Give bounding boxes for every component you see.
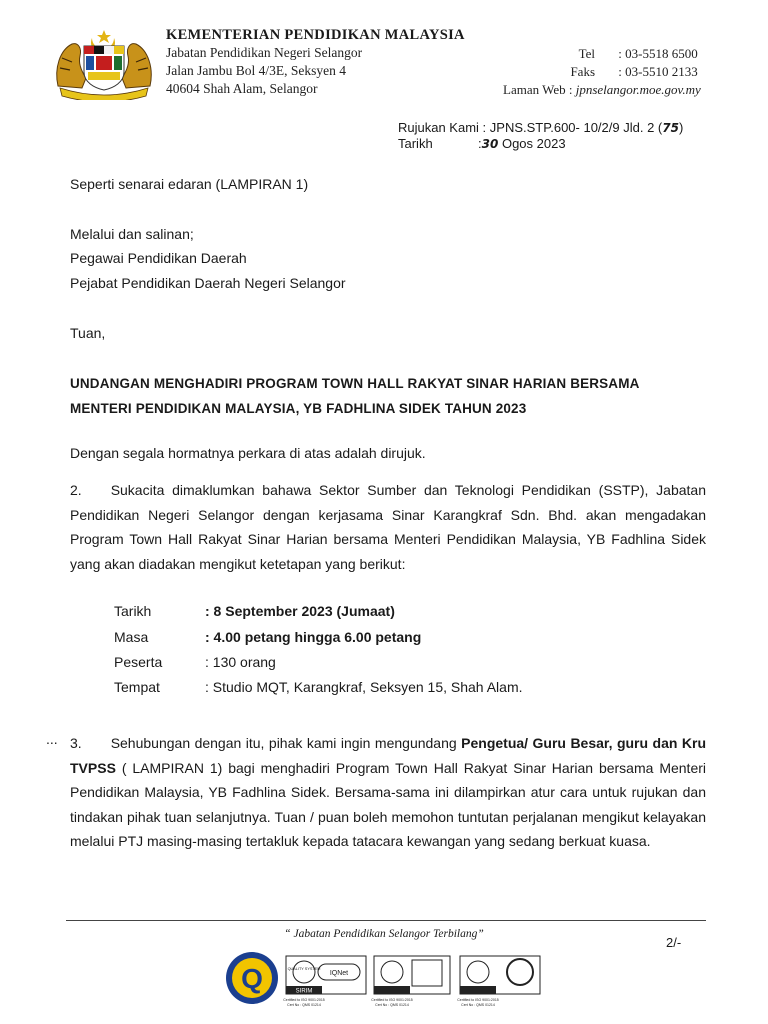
svg-text:Cert No : QMS 01214: Cert No : QMS 01214: [287, 1003, 321, 1007]
subject-title-line-2: MENTERI PENDIDIKAN MALAYSIA, YB FADHLINA SIDEK TAHUN 2023: [70, 401, 527, 416]
detail-label: Masa: [114, 629, 149, 645]
svg-text:Certified to ISO 9001:2015: Certified to ISO 9001:2015: [283, 998, 325, 1002]
tel-row: [503, 46, 698, 62]
detail-value: : Studio MQT, Karangkraf, Seksyen 15, Shah Alam.: [205, 679, 523, 695]
web-value: jpnselangor.moe.gov.my: [575, 82, 701, 97]
sirim-cert-icon-3: [457, 956, 540, 1007]
detail-value: : 130 orang: [205, 654, 276, 670]
continuation-marker: ...: [46, 731, 58, 747]
ministry-name: KEMENTERIAN PENDIDIKAN MALAYSIA: [166, 27, 465, 43]
cert-mid-label: IQNet: [329, 970, 349, 977]
web-row: [503, 82, 701, 98]
copy-recipient-2: Pejabat Pendidikan Daerah Negeri Selangor: [70, 275, 346, 291]
department-name: Jabatan Pendidikan Negeri Selangor: [166, 45, 363, 60]
web-label: Laman Web :: [503, 82, 573, 97]
detail-label: Tarikh: [114, 603, 152, 619]
svg-text:Cert No : QMS 01214: Cert No : QMS 01214: [461, 1003, 495, 1007]
paragraph-2-number: 2.: [70, 482, 82, 498]
address-line-2: 40604 Shah Alam, Selangor: [166, 81, 318, 96]
svg-text:Cert No : QMS 01214: Cert No : QMS 01214: [375, 1003, 409, 1007]
detail-row-time: [114, 629, 421, 645]
fax-value: : 03-5510 2133: [618, 64, 698, 79]
detail-value: : 8 September 2023 (Jumaat): [205, 603, 395, 619]
reference-label: Rujukan Kami :: [398, 120, 487, 135]
tel-label: Tel: [578, 46, 595, 61]
address-line-1: Jalan Jambu Bol 4/3E, Seksyen 4: [166, 63, 346, 78]
footer-motto: “ Jabatan Pendidikan Selangor Terbilang”: [284, 928, 484, 940]
coat-of-arms-logo: [52, 28, 156, 100]
paragraph-3-bold: Pengetua/ Guru Besar, guru dan Kru TVPSS: [70, 735, 706, 776]
paragraph-3-lead: Sehubungan dengan itu, pihak kami ingin mengundang: [110, 735, 457, 751]
reference-row: [398, 120, 683, 135]
quality-badge-icon: [226, 952, 278, 1004]
paragraph-2-text: Sukacita dimaklumkan bahawa Sektor Sumber dan Teknologi Pendidikan (SSTP), Jabatan Pendidikan Negeri Selangor dengan kerjasama Sinar Karangkraf Sdn. Bhd. akan mengadakan Program Town Hall Rakyat Sinar Harian bersama Menteri Pendidikan Malaysia, YB Fadhlina Sidek yang akan diadakan mengikut ketetapan yang berikut:: [70, 482, 706, 572]
date-handwritten-day: 30: [481, 137, 499, 151]
svg-text:Certified to ISO 9001:2015: Certified to ISO 9001:2015: [457, 998, 499, 1002]
cert-bottom-label: SIRIM: [295, 988, 313, 995]
salutation: Tuan,: [70, 325, 106, 341]
fax-row: [503, 64, 698, 80]
fax-label: Faks: [570, 64, 595, 79]
cert-top-label: QUALITY SYSTEM: [287, 967, 321, 971]
reference-handwritten-number: 75: [662, 121, 679, 135]
date-value: Ogos 2023: [501, 136, 566, 151]
tel-value: : 03-5518 6500: [618, 46, 698, 61]
copy-recipient-1: Pegawai Pendidikan Daerah: [70, 250, 247, 266]
detail-row-date: [114, 603, 395, 619]
recipient-line: Seperti senarai edaran (LAMPIRAN 1): [70, 176, 309, 192]
page-continuation: 2/-: [666, 935, 682, 950]
sirim-cert-icon-2: [371, 956, 450, 1007]
paragraph-2: [70, 478, 706, 576]
reference-value: JPNS.STP.600- 10/2/9 Jld. 2 (: [489, 120, 663, 135]
sirim-cert-icon-1: [283, 956, 366, 1007]
certification-logos: [224, 950, 544, 1012]
detail-row-participants: [114, 654, 276, 670]
paragraph-3-number: 3.: [70, 735, 82, 751]
date-separator: :: [478, 136, 482, 151]
detail-label: Tempat: [114, 679, 160, 695]
detail-label: Peserta: [114, 654, 163, 670]
subject-title-line-1: UNDANGAN MENGHADIRI PROGRAM TOWN HALL RAKYAT SINAR HARIAN BERSAMA: [70, 376, 640, 391]
paragraph-3: [70, 731, 706, 854]
reference-close: ): [678, 120, 684, 135]
detail-value: : 4.00 petang hingga 6.00 petang: [205, 629, 422, 645]
detail-row-venue: [114, 679, 523, 695]
svg-text:Q: Q: [241, 963, 263, 994]
paragraph-3-rest: ( LAMPIRAN 1) bagi menghadiri Program Town Hall Rakyat Sinar Harian bersama Menteri Pendidikan Malaysia, YB Fadhlina Sidek. Bersama-sama ini dilampirkan atur cara untuk rujukan dan tindakan pihak tuan selanjutnya. Tuan / puan boleh memohon tuntutan perjalanan mengikut kelayakan melalui PTJ masing-masing tertakluk kepada tatacara kewangan yang sedang berkuat kuasa.: [70, 759, 707, 849]
via-line: Melalui dan salinan;: [70, 226, 194, 242]
date-row: [398, 136, 566, 151]
footer-divider: [66, 920, 706, 921]
opening-sentence: Dengan segala hormatnya perkara di atas adalah dirujuk.: [70, 445, 426, 461]
date-label: Tarikh: [398, 136, 433, 151]
svg-text:Certified to ISO 9001:2015: Certified to ISO 9001:2015: [371, 998, 413, 1002]
